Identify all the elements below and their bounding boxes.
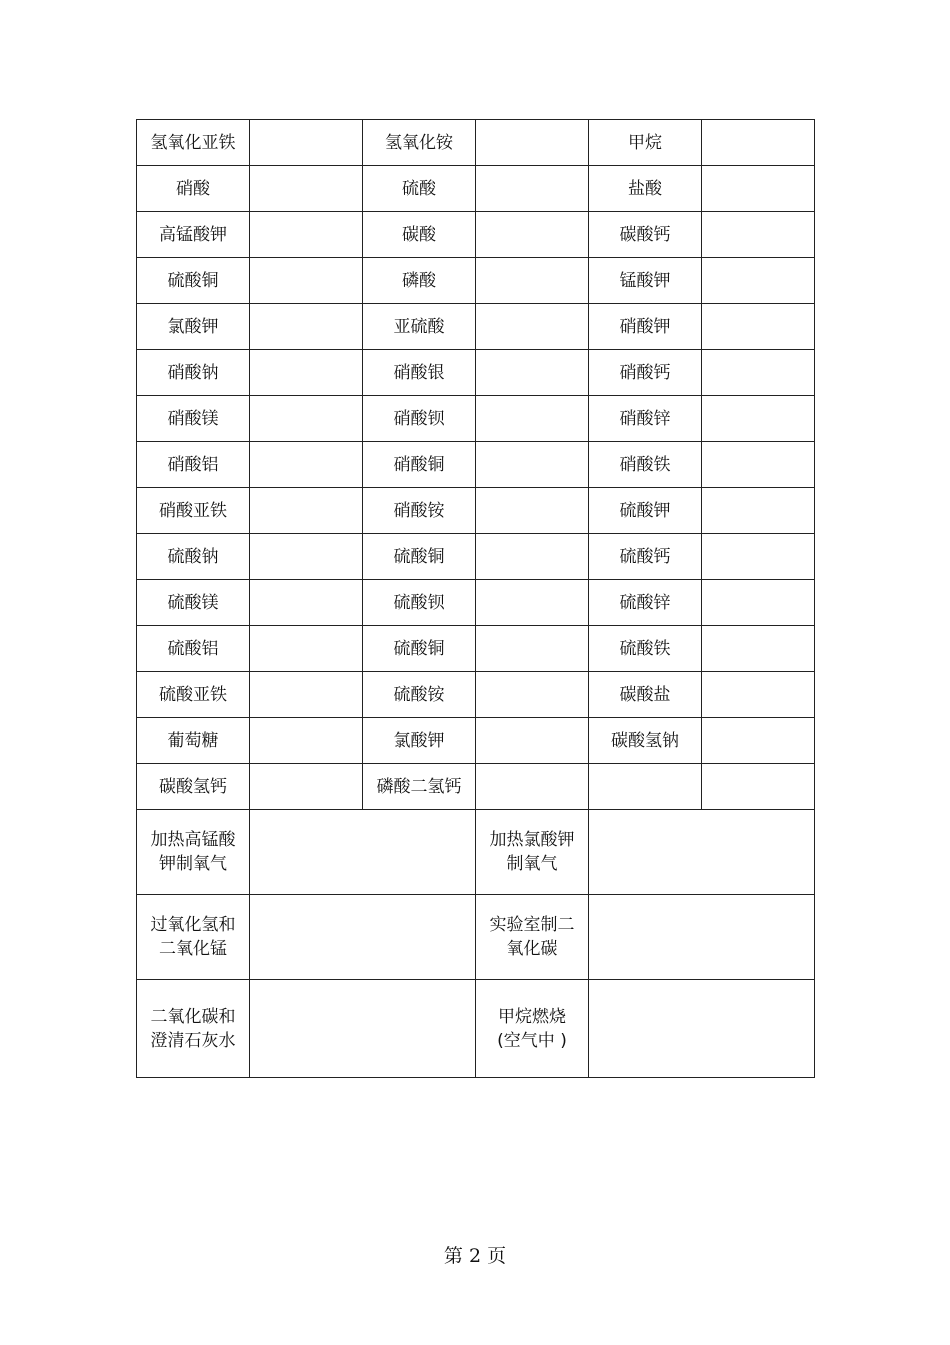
answer-cell[interactable]	[250, 810, 476, 895]
answer-cell[interactable]	[702, 120, 815, 166]
compound-row	[137, 258, 815, 304]
compound-name-cell: 锰酸钾	[589, 258, 702, 304]
answer-cell[interactable]	[702, 166, 815, 212]
compound-name-cell: 硫酸钠	[137, 534, 250, 580]
compound-name-cell: 磷酸	[363, 258, 476, 304]
compound-name-cell: 硫酸铁	[589, 626, 702, 672]
reaction-name-cell	[476, 895, 589, 980]
compound-name-cell: 硫酸钡	[363, 580, 476, 626]
compound-name-cell: 硝酸	[137, 166, 250, 212]
answer-cell[interactable]	[250, 304, 363, 350]
compound-row	[137, 396, 815, 442]
answer-cell[interactable]	[250, 350, 363, 396]
compound-name-cell: 硝酸铵	[363, 488, 476, 534]
compound-row	[137, 718, 815, 764]
answer-cell[interactable]	[250, 980, 476, 1078]
answer-cell[interactable]	[702, 488, 815, 534]
compound-row	[137, 580, 815, 626]
compound-name-cell: 硝酸钡	[363, 396, 476, 442]
reaction-name-line: 钾制氧气	[159, 854, 227, 874]
answer-cell[interactable]	[702, 442, 815, 488]
reaction-name-line: 加热氯酸钾	[489, 830, 575, 850]
compound-name-cell: 盐酸	[589, 166, 702, 212]
answer-cell[interactable]	[702, 764, 815, 810]
reaction-name-line: 甲烷燃烧	[498, 1006, 566, 1027]
answer-cell[interactable]	[250, 258, 363, 304]
answer-cell[interactable]	[702, 534, 815, 580]
reaction-name-cell	[137, 980, 250, 1078]
compound-name-cell: 氯酸钾	[363, 718, 476, 764]
answer-cell[interactable]	[476, 672, 589, 718]
reaction-row	[137, 980, 815, 1078]
answer-cell[interactable]	[476, 626, 589, 672]
compound-name-cell: 硝酸镁	[137, 396, 250, 442]
answer-cell[interactable]	[589, 810, 815, 895]
compound-row	[137, 764, 815, 810]
answer-cell[interactable]	[250, 626, 363, 672]
reaction-name-cell	[137, 810, 250, 895]
answer-cell[interactable]	[702, 304, 815, 350]
answer-cell[interactable]	[476, 764, 589, 810]
compound-name-cell: 硫酸钾	[589, 488, 702, 534]
compound-row	[137, 442, 815, 488]
compound-name-cell	[589, 764, 702, 810]
compound-name-cell: 硝酸铜	[363, 442, 476, 488]
compound-name-cell: 硝酸银	[363, 350, 476, 396]
answer-cell[interactable]	[476, 304, 589, 350]
reaction-name-line: 二氧化锰	[159, 939, 227, 959]
compound-name-cell: 硝酸铝	[137, 442, 250, 488]
reaction-name-line: 澄清石灰水	[150, 1030, 236, 1051]
answer-cell[interactable]	[702, 212, 815, 258]
answer-cell[interactable]	[250, 764, 363, 810]
answer-cell[interactable]	[589, 980, 815, 1078]
reaction-name-cell	[476, 810, 589, 895]
answer-cell[interactable]	[589, 895, 815, 980]
compound-name-cell: 磷酸二氢钙	[363, 764, 476, 810]
compound-name-cell: 硫酸铵	[363, 672, 476, 718]
answer-cell[interactable]	[250, 534, 363, 580]
answer-cell[interactable]	[476, 350, 589, 396]
compound-name-cell: 硫酸铜	[363, 534, 476, 580]
reaction-name-cell	[476, 980, 589, 1078]
answer-cell[interactable]	[250, 895, 476, 980]
compound-row	[137, 350, 815, 396]
answer-cell[interactable]	[250, 488, 363, 534]
compound-name-cell: 碳酸	[363, 212, 476, 258]
compound-name-cell: 硝酸铁	[589, 442, 702, 488]
compound-name-cell: 硫酸铝	[137, 626, 250, 672]
reaction-name-line: 加热高锰酸	[150, 830, 236, 850]
compound-name-cell: 甲烷	[589, 120, 702, 166]
compound-name-cell: 硫酸锌	[589, 580, 702, 626]
answer-cell[interactable]	[476, 534, 589, 580]
compound-name-cell: 氢氧化亚铁	[137, 120, 250, 166]
reaction-name-line: 实验室制二	[489, 915, 575, 935]
answer-cell[interactable]	[250, 166, 363, 212]
chemical-formula-worksheet-table	[136, 119, 815, 1078]
answer-cell[interactable]	[476, 442, 589, 488]
compound-name-cell: 碳酸盐	[589, 672, 702, 718]
answer-cell[interactable]	[476, 212, 589, 258]
compound-name-cell: 碳酸钙	[589, 212, 702, 258]
compound-row	[137, 672, 815, 718]
answer-cell[interactable]	[702, 396, 815, 442]
answer-cell[interactable]	[250, 672, 363, 718]
compound-name-cell: 硫酸铜	[363, 626, 476, 672]
compound-row	[137, 534, 815, 580]
compound-name-cell: 硝酸亚铁	[137, 488, 250, 534]
compound-name-cell: 硝酸钠	[137, 350, 250, 396]
compound-name-cell: 硫酸钙	[589, 534, 702, 580]
compound-name-cell: 氯酸钾	[137, 304, 250, 350]
answer-cell[interactable]	[476, 120, 589, 166]
compound-row	[137, 626, 815, 672]
compound-row	[137, 120, 815, 166]
answer-cell[interactable]	[702, 580, 815, 626]
compound-row	[137, 488, 815, 534]
answer-cell[interactable]	[476, 580, 589, 626]
answer-cell[interactable]	[250, 718, 363, 764]
answer-cell[interactable]	[250, 442, 363, 488]
answer-cell[interactable]	[702, 350, 815, 396]
reaction-name-line: 制氧气	[506, 854, 558, 874]
answer-cell[interactable]	[702, 672, 815, 718]
compound-name-cell: 碳酸氢钠	[589, 718, 702, 764]
compound-name-cell: 硫酸	[363, 166, 476, 212]
compound-name-cell: 硝酸锌	[589, 396, 702, 442]
answer-cell[interactable]	[250, 212, 363, 258]
compound-name-cell: 亚硫酸	[363, 304, 476, 350]
answer-cell[interactable]	[702, 258, 815, 304]
answer-cell[interactable]	[250, 120, 363, 166]
answer-cell[interactable]	[250, 580, 363, 626]
answer-cell[interactable]	[476, 718, 589, 764]
answer-cell[interactable]	[702, 718, 815, 764]
reaction-name-cell	[137, 895, 250, 980]
answer-cell[interactable]	[250, 396, 363, 442]
reaction-row	[137, 810, 815, 895]
compound-row	[137, 304, 815, 350]
compound-name-cell: 氢氧化铵	[363, 120, 476, 166]
compound-name-cell: 硝酸钾	[589, 304, 702, 350]
compound-name-cell: 硝酸钙	[589, 350, 702, 396]
answer-cell[interactable]	[476, 166, 589, 212]
answer-cell[interactable]	[702, 626, 815, 672]
reaction-name-line: 氧化碳	[506, 939, 558, 959]
answer-cell[interactable]	[476, 396, 589, 442]
compound-row	[137, 166, 815, 212]
compound-name-cell: 葡萄糖	[137, 718, 250, 764]
compound-name-cell: 碳酸氢钙	[137, 764, 250, 810]
reaction-name-line: 过氧化氢和	[150, 915, 236, 935]
compound-name-cell: 高锰酸钾	[137, 212, 250, 258]
answer-cell[interactable]	[476, 488, 589, 534]
reaction-name-line: 二氧化碳和	[150, 1006, 236, 1027]
reaction-name-line: (空气中 )	[497, 1030, 567, 1051]
answer-cell[interactable]	[476, 258, 589, 304]
compound-row	[137, 212, 815, 258]
compound-name-cell: 硫酸亚铁	[137, 672, 250, 718]
page-number: 第 2 页	[443, 1245, 507, 1267]
compound-name-cell: 硫酸铜	[137, 258, 250, 304]
reaction-row	[137, 895, 815, 980]
compound-name-cell: 硫酸镁	[137, 580, 250, 626]
